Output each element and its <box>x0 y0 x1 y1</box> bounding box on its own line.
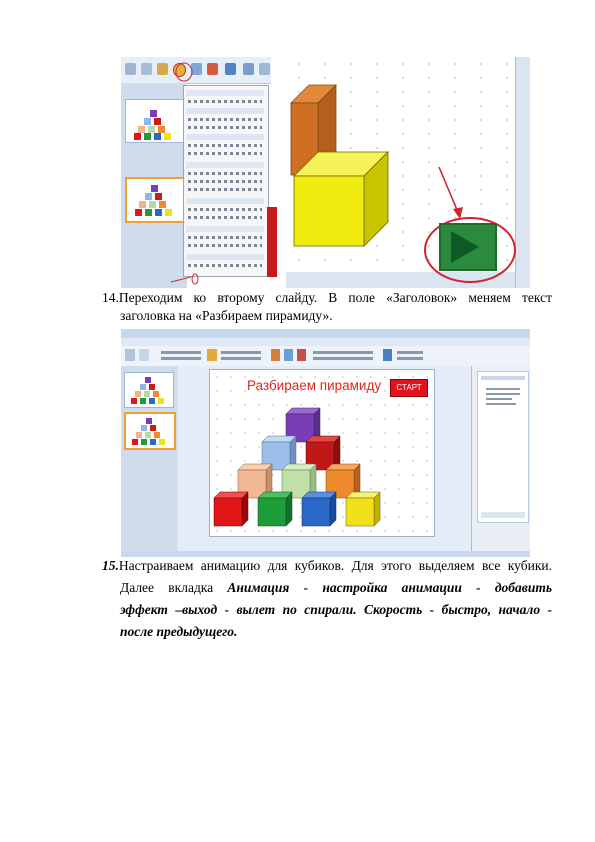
slide-title[interactable]: Разбираем пирамиду <box>247 378 382 393</box>
ribbon-tabs[interactable] <box>121 338 530 346</box>
step-text: Настраиваем анимацию для кубиков. Для этого выделяем все кубики. <box>118 558 552 573</box>
custom-animation-pane[interactable] <box>477 371 529 523</box>
cube-green[interactable] <box>258 492 292 526</box>
screenshot-slide-title <box>121 329 530 557</box>
step-15-line-2 <box>102 579 552 597</box>
step-number: 15. <box>102 558 119 573</box>
ribbon-icons[interactable] <box>121 346 530 366</box>
cube-red[interactable] <box>214 492 248 526</box>
step-15-line-3: эффект –выход - вылет по спирали. Скорость - быстро, начало - <box>120 602 552 617</box>
slide-canvas <box>209 369 435 537</box>
step-14-paragraph <box>102 289 552 307</box>
cube-yellow[interactable] <box>346 492 380 526</box>
step-15-line-4: после предыдущего. <box>120 624 238 639</box>
start-button[interactable]: СТАРТ <box>390 379 428 397</box>
step-14-line-2: заголовка на «Разбираем пирамиду». <box>120 308 333 323</box>
screenshot-animation-button <box>121 57 530 288</box>
slide-thumbnail-2[interactable] <box>124 412 176 450</box>
step-15-paragraph <box>102 557 552 641</box>
window-titlebar <box>121 329 530 338</box>
step-text: Далее вкладка <box>120 580 228 595</box>
ribbon-toolbar[interactable] <box>121 346 530 367</box>
slides-panel <box>121 366 177 551</box>
slide-thumbnail-1[interactable] <box>124 372 174 408</box>
cube-blue[interactable] <box>302 492 336 526</box>
cube-pyramid <box>210 370 434 536</box>
step-number: 14. <box>102 290 119 305</box>
step-text: Переходим ко второму слайду. В поле «Заголовок» меняем текст <box>118 290 552 305</box>
menu-path: Анимация - настройка анимации - добавить <box>227 580 553 595</box>
step-15-line-1 <box>102 557 552 575</box>
pane-content <box>478 372 528 522</box>
annotation-arrow <box>121 57 530 288</box>
